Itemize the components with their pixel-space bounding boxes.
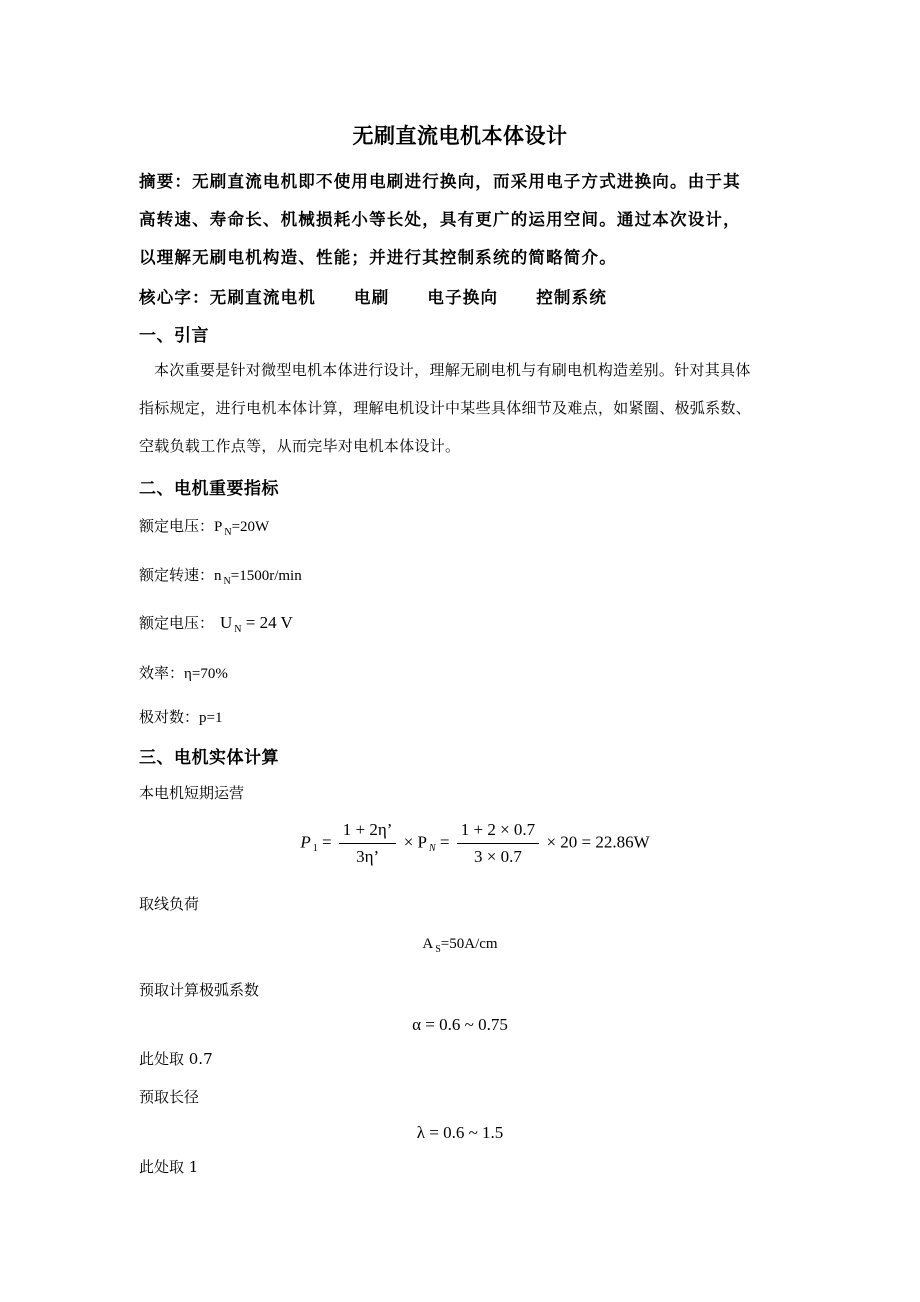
abstract-line-2: 高转速、寿命长、机械损耗小等长处，具有更广的运用空间。通过本次设计， (139, 210, 741, 229)
fraction-2: $\frac{1 + 2 \times 0.7}{3 \times 0.7}$ (457, 820, 539, 867)
arc-pick: 此处取 0.7 (139, 1050, 213, 1068)
section-heading-intro: 一、引言 (139, 326, 209, 346)
spec-rated-power: 额定电压：P $_N$=20W (139, 517, 270, 538)
keyword-item: 电刷 (354, 288, 390, 307)
keywords-label: 核心字：无刷直流电机 (139, 288, 316, 307)
intro-line-3: 空载负载工作点等，从而完毕对电机本体设计。 (139, 437, 461, 455)
arc-label: 预取计算极弧系数 (139, 981, 260, 999)
length-label: 预取长径 (139, 1088, 200, 1106)
load-equation: A $_S$=50A/cm (422, 936, 498, 955)
intro-line-1: 本次重要是针对微型电机本体进行设计，理解无刷电机与有刷电机构造差别。针对其具体 (154, 361, 751, 379)
abstract-line-1: 摘要：无刷直流电机即不使用电刷进行换向，而采用电子方式进换向。由于其 (139, 172, 741, 191)
spec-rated-speed: 额定转速：n $_N$=1500r/min (139, 566, 302, 587)
run-note: 本电机短期运营 (139, 784, 245, 802)
keyword-item: 电子换向 (427, 288, 499, 307)
abstract-line-3: 以理解无刷电机构造、性能；并进行其控制系统的简略简介。 (139, 248, 617, 267)
spec-efficiency: 效率：η=70% (139, 664, 228, 682)
load-label: 取线负荷 (139, 895, 200, 913)
document-title: 无刷直流电机本体设计 (352, 123, 568, 148)
section-heading-calc: 三、电机实体计算 (139, 748, 279, 768)
spec-pole-pairs: 极对数：p=1 (139, 708, 223, 726)
length-equation: λ = 0.6 ~ 1.5 (416, 1123, 504, 1142)
length-pick: 此处取 1 (139, 1158, 199, 1176)
keyword-item: 控制系统 (536, 288, 608, 307)
spec-rated-voltage: 额定电压： U $_N$ = 24 V (139, 613, 293, 635)
keywords-line (139, 284, 799, 308)
arc-equation: α = 0.6 ~ 0.75 (412, 1015, 508, 1034)
fraction-1: $\frac{1 + 2\eta’}{3\eta’}$ (339, 820, 397, 867)
power-equation: P $_1$ = $\frac{1 + 2\eta’}{3\eta’}$ × P $_N$ = $\frac{1 + 2 \times 0.7}{3 \times 0.7}$ × 20 = 22.86W (300, 820, 650, 866)
intro-line-2: 指标规定，进行电机本体计算，理解电机设计中某些具体细节及难点，如紧圈、极弧系数、 (139, 399, 752, 417)
section-heading-specs: 二、电机重要指标 (139, 479, 279, 499)
